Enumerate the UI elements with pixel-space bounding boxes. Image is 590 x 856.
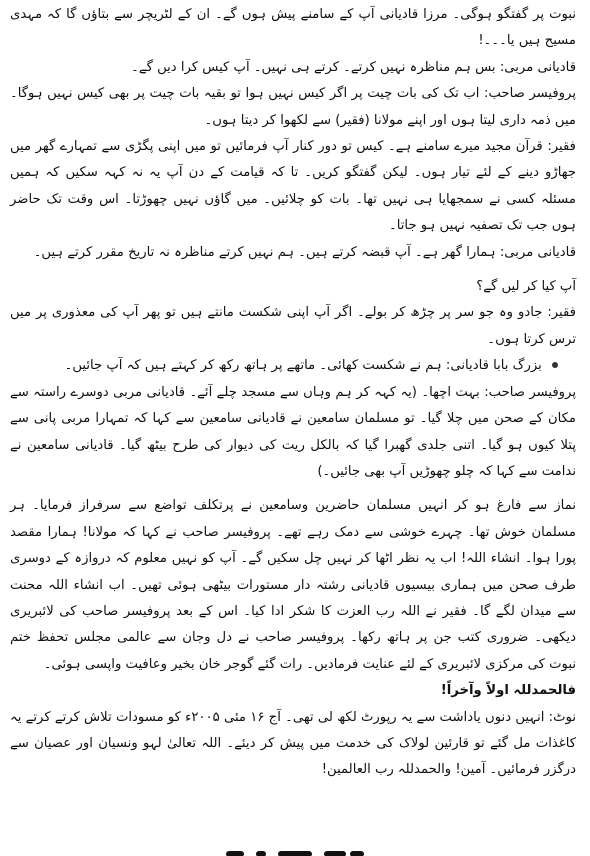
note-label: نوٹ: (548, 709, 577, 725)
paragraph-text: بس ہم مناظرہ نہیں کرتے۔ کرتے ہی نہیں۔ آپ کیس کرا دیں گے۔ (131, 59, 496, 75)
paragraph-qadiani-murabbi-2 (10, 240, 576, 266)
paragraph-faqir-1 (10, 134, 576, 240)
paragraph-narrative (10, 493, 576, 678)
speaker-label: پروفیسر صاحب: (484, 384, 576, 400)
paragraph-qadiani-murabbi-1 (10, 55, 576, 81)
paragraph-text: قرآن مجید میرے سامنے ہے۔ کیس تو دور کنار آپ فرمائیں تو میں اپنی پگڑی سے تمہارے گھر میں جھاڑو دینے کے لئے تیار ہوں۔ لیکن گفتگو کریں۔ تا کہ قیامت کے دن آپ یہ نہ کہہ سکیں کہ ہمیں مسئلہ کسی نے سمجھایا ہی نہیں تھا۔ بات کو چلائیں۔ میں گاؤں نہیں چھوڑتا۔ اس وقت تک حاضر ہوں جب تک تصفیہ نہیں ہو جاتا۔ (10, 139, 576, 234)
paragraph-professor-2 (10, 380, 576, 486)
paragraph-text: ہمارا گھر ہے۔ آپ قبضہ کرتے ہیں۔ ہم نہیں کرتے مناظرہ نہ تاریخ مقرر کرتے ہیں۔ (33, 244, 496, 260)
note-text: انہیں دنوں یاداشت سے یہ رپورٹ لکھ لی تھی۔ آج ۱۶ مئی ۲۰۰۵ء کو مسودات تلاش کرتے کرتے یہ کاغذات مل گئے تو قارئین لولاک کی خدمت میں پیش کر دیئے۔ اللہ تعالیٰ لہو ونسیان اور عصیان سے درگزر فرمائیں۔ آمین! والحمدللہ رب العالمین! (10, 709, 576, 778)
paragraph-elder-qadiani (10, 353, 576, 379)
paragraph-note (10, 705, 576, 784)
speaker-label: قادیانی مربی: (499, 244, 576, 260)
speaker-label: پروفیسر صاحب: (484, 86, 576, 102)
paragraph-text: نبوت پر گفتگو ہوگی۔ مرزا قادیانی آپ کے سامنے پیش ہوں گے۔ ان کے لٹریچر سے بتاؤں گا کہ مہدی مسیح ہیں یا۔۔۔! (10, 7, 576, 49)
speaker-label: بزرگ بابا قادیانی: (445, 358, 542, 374)
speaker-label: فقیر: (547, 139, 576, 155)
footer-heading-fragment (220, 842, 370, 856)
bullet-dot (552, 362, 558, 368)
paragraph-faqir-2 (10, 300, 576, 353)
paragraph-text: نماز سے فارغ ہو کر انہیں مسلمان حاضرین وسامعین نے پرتکلف تواضع سے سرفراز فرمایا۔ ہر مسلمان خوش تھا۔ چہرے خوشی سے دمک رہے تھے۔ پروفیسر صاحب نے کہا کہ مولانا! ہمارا مقصد پورا ہوا۔ انشاء اللہ! اب یہ نظر اٹھا کر نہیں چل سکیں گے۔ آپ کو نہیں معلوم کہ دروازہ کے دوسری طرف صحن میں ہماری بیسیوں قادیانی رشتہ دار مستورات بیٹھی ہوئی تھیں۔ اب انشاء اللہ محنت سے میدان لگے گا۔ فقیر نے اللہ رب العزت کا شکر ادا کیا۔ اس کے بعد پروفیسر صاحب کی لائبریری دیکھی۔ ضروری کتب جن پر ہاتھ رکھا۔ پروفیسر صاحب نے دل وجان سے عالمی مجلس تحفظ ختم نبوت کی مرکزی لائبریری کے لئے عنایت فرمادیں۔ رات گئے گوجر خان بخیر وعافیت واپسی ہوئی۔ (10, 498, 576, 672)
speaker-label: فقیر: (547, 305, 576, 321)
paragraph-question (10, 274, 576, 300)
paragraph-text: جادو وہ جو سر پر چڑھ کر بولے۔ اگر آپ اپنی شکست مانتے ہیں تو پھر آپ کی معذوری پر میں ترس کرتا ہوں۔ (10, 305, 576, 347)
speaker-label: قادیانی مربی: (499, 59, 576, 75)
paragraph-professor-1 (10, 81, 576, 134)
paragraph-text: آپ کیا کر لیں گے؟ (476, 279, 576, 295)
paragraph-text: ہم نے شکست کھائی۔ ماتھے پر ہاتھ رکھ کر کہتے ہیں کہ آپ جائیں۔ (64, 358, 442, 374)
paragraph-text: اب تک کی بات چیت پر اگر کیس نہیں ہوا تو بقیہ بات چیت پر بھی کیس نہیں ہوگا۔ میں ذمہ داری لیتا ہوں اور اپنے مولانا (فقیر) سے لکھوا کر دیتا ہوں۔ (10, 86, 576, 128)
closing-line: فالحمدللہ اولاً وآخراً! (440, 683, 576, 699)
paragraph-intro (10, 2, 576, 55)
paragraph-text: بہت اچھا۔ (یہ کہہ کر ہم وہاں سے مسجد چلے آئے۔ قادیانی مربی دوسرے راستہ سے مکان کے صحن میں چلا گیا۔ تو مسلمان سامعین نے قادیانی سامعین سے کہا کہ تمہارا مربی پانی سے پتلا کیوں ہو گیا۔ اتنی جلدی گھبرا گیا کہ بالکل ریت کی دیوار کی طرح بیٹھ گیا۔ قادیانی سامعین نے ندامت سے کہا کہ چلو چھوڑیں آپ بھی جائیں۔) (10, 384, 576, 479)
